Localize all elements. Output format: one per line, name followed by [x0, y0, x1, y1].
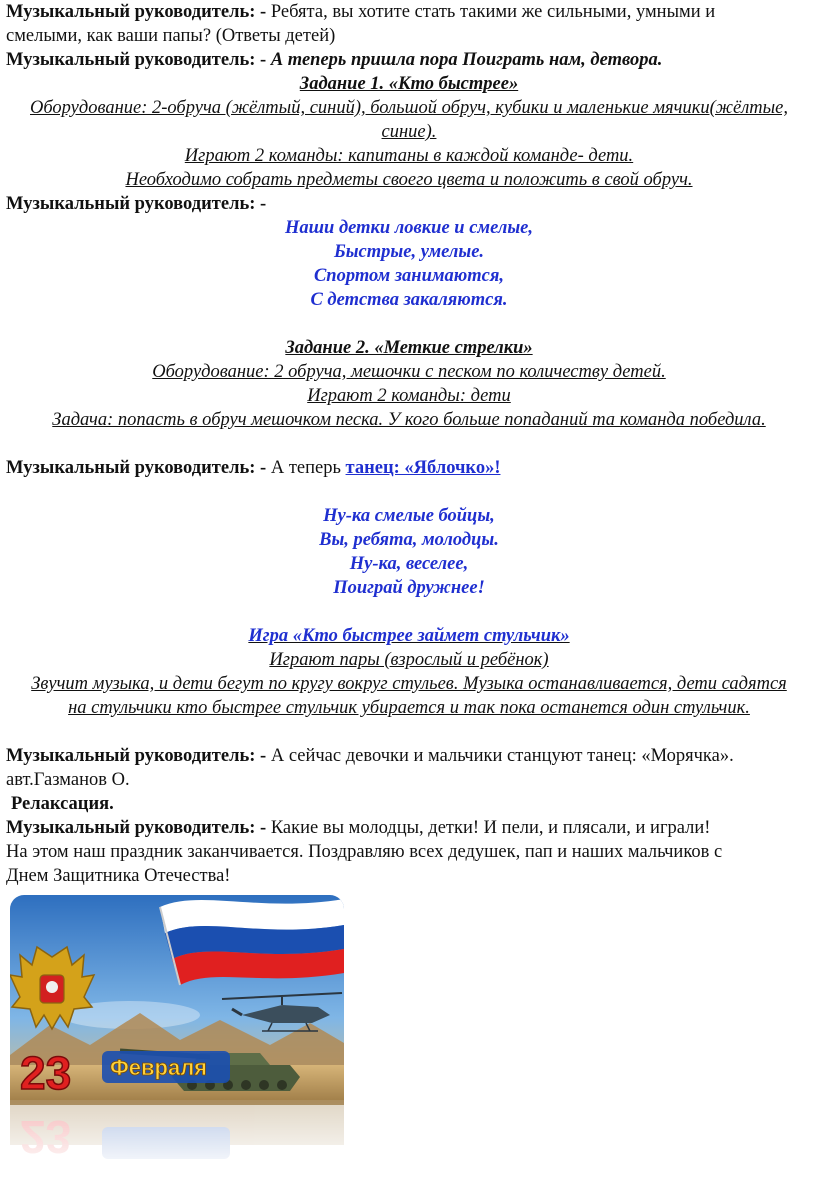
paragraph-greeting	[6, 0, 812, 48]
card-number-text: 23	[20, 1047, 72, 1099]
dance-intro: А теперь	[270, 458, 341, 478]
paragraph-sailor-dance	[6, 744, 812, 792]
speaker-label: Музыкальный руководитель: -	[6, 2, 267, 22]
poem-2-line: Ну-ка, веселее,	[349, 554, 469, 574]
game-block	[6, 624, 812, 720]
task2-equipment: Оборудование: 2 обруча, мешочки с песком по количеству детей.	[152, 362, 666, 382]
reflection-fade	[10, 1100, 344, 1173]
task1-equipment-line-2: синие).	[381, 122, 437, 142]
author-text: авт.Газманов О.	[6, 770, 130, 790]
dance-link[interactable]: танец: «Яблочко»!	[345, 458, 501, 478]
paragraph-speaker-poem	[6, 192, 812, 216]
speaker-label: Музыкальный руководитель: -	[6, 50, 267, 70]
task1-equipment-line-1: Оборудование: 2-обруча (жёлтый, синий), большой обруч, кубики и маленькие мячики(жёлтые,	[30, 98, 788, 118]
game-rules-line-2: на стульчики кто быстрее стульчик убирается и так пока останется один стульчик.	[68, 698, 750, 718]
sailor-dance-text: А сейчас девочки и мальчики станцуют танец: «Морячка».	[270, 746, 734, 766]
greeting-line-1: Ребята, вы хотите стать такими же сильными, умными и	[270, 2, 716, 22]
poem-1-line: Спортом занимаются,	[313, 266, 505, 286]
relaxation-heading: Релаксация.	[11, 794, 114, 814]
task2-goal: Задача: попасть в обруч мешочком песка. У кого больше попаданий та команда победила.	[52, 410, 766, 430]
task2-block	[6, 336, 812, 432]
speaker-label: Музыкальный руководитель: -	[6, 194, 267, 214]
game-title: Игра «Кто быстрее займет стульчик»	[248, 626, 570, 646]
speaker-label: Музыкальный руководитель: -	[6, 458, 267, 478]
holiday-card-image	[10, 895, 344, 1173]
paragraph-dance	[6, 456, 812, 480]
greeting-line-2: смелыми, как ваши папы? (Ответы детей)	[6, 26, 336, 46]
game-players: Играют пары (взрослый и ребёнок)	[269, 650, 549, 670]
speaker-label: Музыкальный руководитель: -	[6, 746, 267, 766]
closing-line-2: На этом наш праздник заканчивается. Поздравляю всех дедушек, пап и наших мальчиков с	[6, 842, 723, 862]
poem-2-line: Ну-ка смелые бойцы,	[323, 506, 495, 526]
poem-1-line: Наши детки ловкие и смелые,	[284, 218, 533, 238]
poem-2-line: Поиграй дружнее!	[333, 578, 485, 598]
paragraph-closing	[6, 816, 812, 888]
closing-line-3: Днем Защитника Отечества!	[6, 866, 231, 886]
task2-title: Задание 2. «Меткие стрелки»	[285, 338, 533, 358]
play-invite-text: А теперь пришла пора Поиграть нам, детвора.	[270, 50, 663, 70]
closing-line-1: Какие вы молодцы, детки! И пели, и плясали, и играли!	[270, 818, 711, 838]
task1-block	[6, 72, 812, 192]
task2-teams: Играют 2 команды: дети	[307, 386, 511, 406]
poem-1-line: С детства закаляются.	[310, 290, 508, 310]
document-page	[6, 0, 812, 888]
poem-2-line: Вы, ребята, молодцы.	[319, 530, 499, 550]
task1-title: Задание 1. «Кто быстрее»	[299, 74, 519, 94]
poem-1-line: Быстрые, умелые.	[333, 242, 485, 262]
holiday-card-illustration	[10, 895, 344, 1173]
game-rules-line-1: Звучит музыка, и дети бегут по кругу вокруг стульев. Музыка останавливается, дети садятся	[31, 674, 787, 694]
poem-1	[6, 216, 812, 312]
poem-2	[6, 504, 812, 600]
speaker-label: Музыкальный руководитель: -	[6, 818, 267, 838]
task1-teams: Играют 2 команды: капитаны в каждой команде- дети.	[184, 146, 634, 166]
paragraph-play-invite	[6, 48, 812, 72]
card-month-text: Февраля	[110, 1055, 208, 1080]
task1-goal: Необходимо собрать предметы своего цвета и положить в свой обруч.	[125, 170, 693, 190]
